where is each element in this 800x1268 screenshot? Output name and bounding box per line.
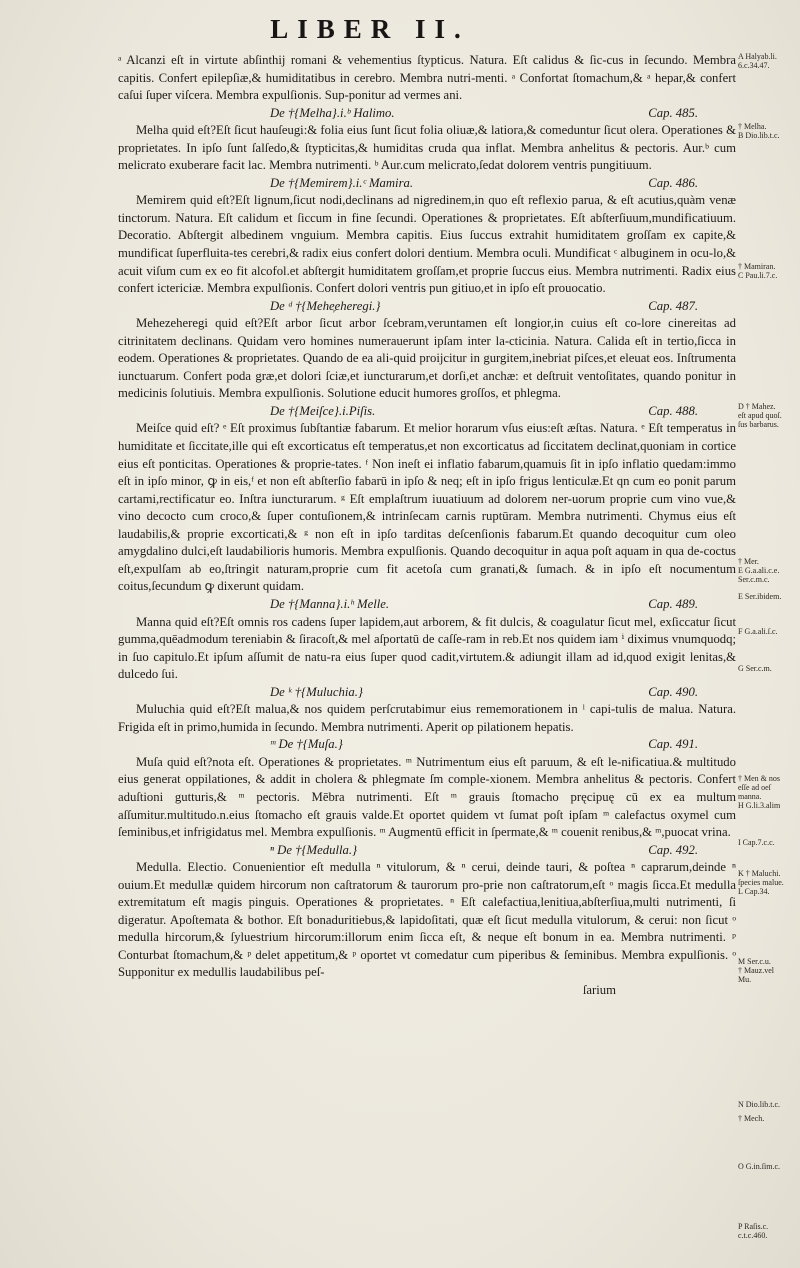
chapter-text: Medulla. Electio. Conuenientior eſt medulla ⁿ vitulorum, & ⁿ cerui, deinde tauri, & poſtea ⁿ caprarum,deinde ⁿ ouium.Et medullæ quidem hircorum non caſtratorum & taurorum pro-prie non caſtratorum,eſt ᵒ magis ſicca.Et medulla extremitatum eſt magis pinguis. Operationes & proprietates. ⁿ Eſt calefactiua,lenitiua,abſterſiua,multi nutrimenti, ſi digeratur. Apoſtemata & bothor. Eſt bonaduritiebus,& lapidoſitati, quæ eſt ſicut medulla vitulorum, & cerui: non ſicut ᵒ medulla hircorum,& ſyluestrium hircorum:illorum enim ſicca eſt, & neque eſt bonum in ea. Membra nutrimenti. ᵖ Conturbat ſtomachum,& ᵖ delet appetitum,& ᵖ oportet vt comedatur cum piperibus & ſeminibus. Membra expulſionis. ᵒ Supponitur ex medullis laudabilibus peſ-: [118, 860, 736, 980]
margin-note: I Cap.7.c.c.: [738, 838, 775, 847]
margin-note: † Mamiran. C Pau.li.7.c.: [738, 262, 778, 280]
margin-note: K † Maluchi. ſpecies malue. L Cap.34.: [738, 869, 784, 896]
margin-note: D † Mahez. eſt apud quoſ. ſus barbarus.: [738, 402, 782, 429]
chapter-number: Cap. 487.: [648, 298, 698, 313]
margin-note: P Raſis.c. c.t.c.460.: [738, 1222, 769, 1240]
chapter-text: Muſa quid eſt?nota eſt. Operationes & proprietates. ᵐ Nutrimentum eius eſt paruum, & eſt le-nificatiua.& multitudo eius generat oppilationes, & addit in cholera & phlegmate ſm comple-xionem. Membra anhelitus & pectoris. Confert aduſtioni gutturis,& ᵐ pectoris. Mēbra nutrimenti. Eſt ᵐ grauis ſtomacho pręcipuę cū ex ea multum aſſumitur.multitudo.n.eius ſtomacho eſt grauis valde.Et oportet quidem vt ſumat poſt ipſam ᵐ calefactus oxymel cum ſeminibus,et infrigidatus mel. Membra expulſionis. ᵐ Augmentū efficit in ſpermate,& ᵐ couenit renibus,& ᵐ,puocat vrina.: [118, 754, 736, 840]
chapter-number: Cap. 486.: [648, 175, 698, 190]
chapter-heading: [118, 736, 736, 754]
margin-note: G Ser.c.m.: [738, 664, 772, 673]
chapter-heading: [118, 596, 736, 614]
margin-note: † Mech.: [738, 1114, 765, 1123]
margin-note: † Mer. E G.a.ali.c.e. Ser.c.m.c.: [738, 557, 780, 584]
chapter-title: De †{Manna}.i.ʰ Melle.: [270, 596, 390, 611]
chapter-text: Mehezeheregi quid eſt?Eſt arbor ſicut arbor ſcebram,veruntamen eſt longior,in cuius eſt co-lore cinereitas ad citrinitatem declinans. Quidam vero homines numerauerunt ipſam inter la-cticinia. Natura. Calida eſt in tertio,ſicca in eodem. Operationes & proprietates. Quando de ea ali-quid proijcitur in gurgitem,inebriat piſces,et eleuat eos. Inſtrumenta iunctuarum. Confert poda græ,et dolori ſciæ,et iuncturarum,et dorſi,et anchæ: et deſtruit ventoſitates, quando ponitur in medicinis ſolutiuis. Membra expulſionis. Solutione educit humores groſſos, et phlegma.: [118, 316, 736, 401]
chapter-text: Meiſce quid eſt? ᵉ Eſt proximus ſubſtantiæ fabarum. Et melior horarum vſus eius:eſt æſtas. Natura. ᵉ Eſt temperatus in humiditate et ſiccitate,ille qui eſt excorticatus eſt temperatus,et non excorticatus ad ſiccitatem declinat,quoniam in cortice eius eſt ponticitas. Operationes & proprie-tates. ᶠ Non ineſt ei inflatio fabarum,quamuis ſit in ipſo inflatio quedam:immo eſt in ipſo minor, ꝙ in eis,ᶠ et non eſt abſterſio fabarū in ipſo & neq; eſt in ipſo frigus lenticulæ.Et qn cum eo ponit parum cartami,rectificatur eo. Inſtra iuncturarum. ᵍ Eſt emplaſtrum iuuatiuum ad dolorem ner-uorum proprie cum vino vue,& vino decocto cum croco,& ſuper contuſionem,& intrinſecam carnis ruptūram. Membra nutrimenti. Chymus eius eſt laudabilis,& proprie excorticati,& ᵍ non eſt in ipſo tarditas deſcenſionis fabarum.Et quando decoquitur cum oleo amygdalino dulci,eſt laudabilioris humoris. Membra expulſionis. Quando decoquitur in aqua poſt aquam in qua de-coctus eſt,expulſam ab eo,ſtringit naturam,proprie cum fit acetoſa cum granati,& ſumach. & in ipſo eſt nocumentum coitus,ſecundum ꝙ dixerunt quidam.: [118, 421, 736, 594]
intro-paragraph: ᵃ Alcanzi eſt in virtute abſinthij romani & vehementius ſtypticus. Natura. Eſt calidus & ſic-cus in ſecundo. Membra capitis. Confert epilepſiæ,& humiditatibus in cerebro. Membra nutri-menti. ᵃ Confortat ſtomachum,& ᵃ hepar,& confert caſui ſuper viſcera. Membra expulſionis. Sup-ponitur ad vermes ani.: [118, 53, 736, 103]
main-text-column: [118, 52, 736, 1000]
chapter-text: Manna quid eſt?Eſt omnis ros cadens ſuper lapidem,aut arborem, & fit dulcis, & coagulatur ſicut mel, exſiccatur ſicut gumma,quēadmodum tereniabin & ſiracoſt,& mel aſportatū de caſſe-ram in reb.Et nos quidem iam ⁱ diximus vnumquodq; in ſuo capitulo.Et ipſum aſſumit de natu-ra eius ſuper quod cadit,virtutem.& adiungit illam ad id,quod exigit lenitas,& dulcedo ſui.: [118, 614, 736, 682]
margin-note: A Halyab.li. 6.c.34.47.: [738, 52, 777, 70]
chapter-title: De ᵏ †{Muluchia.}: [270, 684, 363, 699]
chapter-text: Memirem quid eſt?Eſt lignum,ſicut nodi,declinans ad nigredinem,in quo eſt reflexio parua, & eſt acutius,quàm venæ tinctorum. Natura. Eſt calidum et ſiccum in fine ſecundi. Operationes & proprietates. Eſt abſterſiuum,mundificatiuum. Decoratio. Abſtergit albedinem vnguium. Membra capitis. Eius ſuccus extrahit humiditatem groſſam ex capite,& mundificat ſuperfluita-tes cerebri,& radix eius confert dolori dentium. Membra oculi. Mundificat ᶜ albuginem in ocu-lo,& acuit viſum cum ex eo fit alcofol.et abſtergit humiditatem groſſam,et proprie ſuccus eius. Membra nutrimenti. Radix eius confert ictericiæ. Membra expulſionis. Confert dolori ventris pun gitiuo,et in ipſo eſt prouocatio.: [118, 193, 736, 296]
running-head: LIBER II.: [270, 14, 470, 44]
chapter-text: Melha quid eſt?Eſt ſicut hauſeugi:& folia eius ſunt ſicut folia oliuæ,& latiora,& comeduntur ſicut olera. Operationes & proprietates. In ipſo ſunt ſalſedo,& ſtypticitas,& humiditas cruda qua inflat. Membra anhelitus & pectoris. Aur.ᵇ cum melicrato exuberare facit lac. Membra nutrimenti. ᵇ Aur.cum melicrato,ſedat dolorem ventris pungitiuum.: [118, 123, 736, 173]
chapter-text: Muluchia quid eſt?Eſt malua,& nos quidem perſcrutabimur eius rememorationem in ˡ capi-tulis de malua. Natura. Frigida eſt in primo,humida in ſecundo. Membra nutrimenti. Aperit op pilationem hepatis.: [118, 702, 736, 734]
chapter-heading: [118, 175, 736, 193]
margin-note: M Ser.c.u. † Mauz.vel Mu.: [738, 957, 774, 984]
chapter-number: Cap. 491.: [648, 737, 698, 752]
chapter-number: Cap. 490.: [648, 684, 698, 699]
catchword: ſarium: [582, 982, 616, 997]
margin-note: F G.a.ali.ſ.c.: [738, 627, 778, 636]
margin-note: † Men & nos eſſe ad oeſ manna. H G.li.3.alim: [738, 774, 781, 810]
margin-note: † Melha. B Dio.lib.t.c.: [738, 122, 780, 140]
margin-note: N Dio.lib.t.c.: [738, 1100, 780, 1109]
chapter-title: ᵐ De †{Muſa.}: [270, 737, 343, 752]
chapter-title: De †{Memirem}.i.ᶜ Mamira.: [270, 175, 414, 190]
margin-note: E Ser.ibidem.: [738, 592, 782, 601]
chapter-heading: [118, 684, 736, 702]
chapter-number: Cap. 488.: [648, 403, 698, 418]
chapter-heading: [118, 105, 736, 123]
chapter-number: Cap. 485.: [648, 105, 698, 120]
chapter-title: De †{Melha}.i.ᵇ Halimo.: [270, 105, 395, 120]
chapter-heading: [118, 842, 736, 860]
chapter-title: De †{Meiſce}.i.Piſis.: [270, 403, 376, 418]
chapter-heading: [118, 403, 736, 421]
chapter-number: Cap. 489.: [648, 596, 698, 611]
chapter-heading: [118, 298, 736, 316]
chapter-number: Cap. 492.: [648, 842, 698, 857]
margin-note: O G.in.ſim.c.: [738, 1162, 780, 1171]
chapter-title: De ᵈ †{Mehe᷊eheregi.}: [270, 298, 381, 313]
chapter-title: ⁿ De †{Medulla.}: [270, 842, 358, 857]
